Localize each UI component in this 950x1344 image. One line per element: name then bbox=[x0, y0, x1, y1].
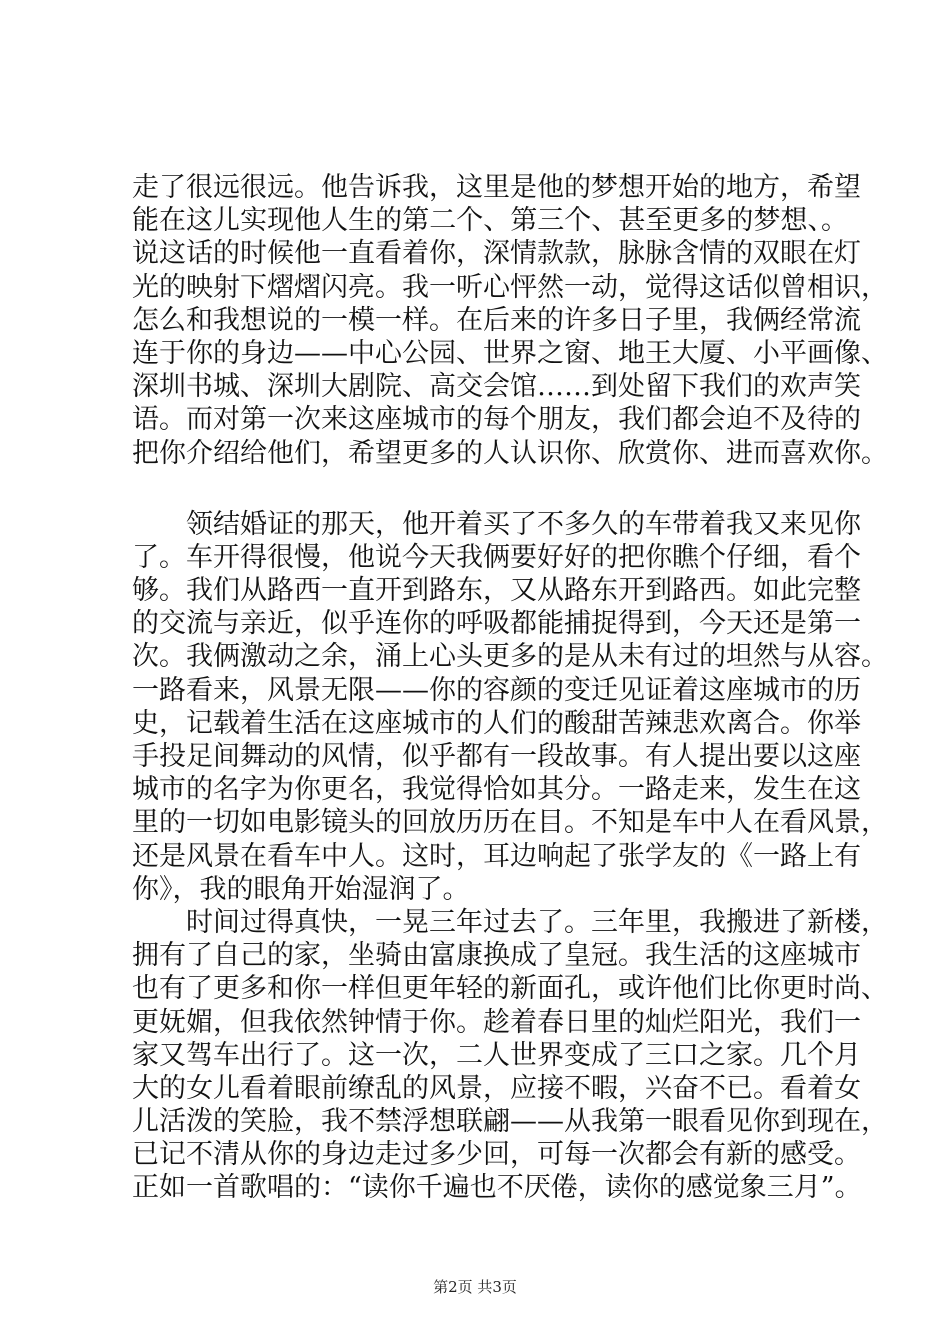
paragraph-spacer bbox=[132, 470, 848, 508]
text-line: 更妩媚，但我依然钟情于你。趁着春日里的灿烂阳光，我们一 bbox=[132, 1006, 861, 1038]
page-number: 第2页 共3页 bbox=[433, 1278, 517, 1296]
paragraph bbox=[132, 508, 888, 906]
text-line: 里的一切如电影镜头的回放历历在目。不知是车中人在看风景， bbox=[132, 807, 888, 839]
text-line: 的交流与亲近，似乎连你的呼吸都能捕捉得到，今天还是第一 bbox=[132, 608, 861, 640]
text-line: 走了很远很远。他告诉我，这里是他的梦想开始的地方，希望 bbox=[132, 172, 861, 203]
text-line: 次。我俩激动之余，涌上心头更多的是从未有过的坦然与从容。 bbox=[132, 641, 888, 673]
text-line: 语。而对第一次来这座城市的每个朋友，我们都会迫不及待的 bbox=[132, 404, 861, 436]
text-line: 大的女儿看着眼前缭乱的风景，应接不暇，兴奋不已。看着女 bbox=[132, 1072, 861, 1104]
text-line: 怎么和我想说的一模一样。在后来的许多日子里，我俩经常流 bbox=[132, 304, 861, 336]
text-line: 史，记载着生活在这座城市的人们的酸甜苦辣悲欢离合。你举 bbox=[132, 707, 861, 739]
paragraph bbox=[132, 906, 888, 1205]
text-line: 城市的名字为你更名，我觉得恰如其分。一路走来，发生在这 bbox=[132, 774, 861, 806]
text-line: 手投足间舞动的风情，似乎都有一段故事。有人提出要以这座 bbox=[132, 741, 861, 772]
text-line: 时间过得真快，一晃三年过去了。三年里，我搬进了新楼， bbox=[186, 906, 888, 938]
text-line: 已记不清从你的身边走过多少回，可每一次都会有新的感受。 bbox=[132, 1139, 861, 1171]
text-line: 光的映射下熠熠闪亮。我一听心怦然一动，觉得这话似曾相识， bbox=[132, 271, 888, 303]
paragraph bbox=[132, 171, 888, 470]
text-line: 一路看来，风景无限——你的容颜的变迁见证着这座城市的历 bbox=[132, 674, 861, 706]
text-line: 了。车开得很慢，他说今天我俩要好好的把你瞧个仔细，看个 bbox=[132, 541, 861, 573]
text-line: 还是风景在看车中人。这时，耳边响起了张学友的《一路上有 bbox=[132, 840, 861, 872]
text-line: 够。我们从路西一直开到路东，又从路东开到路西。如此完整 bbox=[132, 575, 861, 607]
text-line: 把你介绍给他们，希望更多的人认识你、欣赏你、进而喜欢你。 bbox=[132, 437, 888, 469]
text-line: 也有了更多和你一样但更年轻的新面孔，或许他们比你更时尚、 bbox=[132, 973, 888, 1005]
text-line: 家又驾车出行了。这一次，二人世界变成了三口之家。几个月 bbox=[132, 1039, 861, 1071]
text-line: 连于你的身边——中心公园、世界之窗、地王大厦、小平画像、 bbox=[132, 337, 888, 369]
text-line: 深圳书城、深圳大剧院、高交会馆……到处留下我们的欢声笑 bbox=[132, 371, 861, 403]
text-line: 领结婚证的那天，他开着买了不多久的车带着我又来见你 bbox=[186, 508, 861, 540]
text-line: 你》，我的眼角开始湿润了。 bbox=[132, 873, 470, 905]
document-body bbox=[132, 171, 888, 1205]
text-line: 拥有了自己的家，坐骑由富康换成了皇冠。我生活的这座城市 bbox=[132, 940, 861, 972]
text-line: 正如一首歌唱的：“读你千遍也不厌倦，读你的感觉象三月”。 bbox=[132, 1172, 862, 1204]
page-footer bbox=[0, 1277, 950, 1297]
text-line: 儿活泼的笑脸，我不禁浮想联翩——从我第一眼看见你到现在， bbox=[132, 1106, 888, 1138]
text-line: 说这话的时候他一直看着你，深情款款，脉脉含情的双眼在灯 bbox=[132, 238, 861, 270]
text-line: 能在这儿实现他人生的第二个、第三个、甚至更多的梦想、。 bbox=[132, 205, 848, 237]
